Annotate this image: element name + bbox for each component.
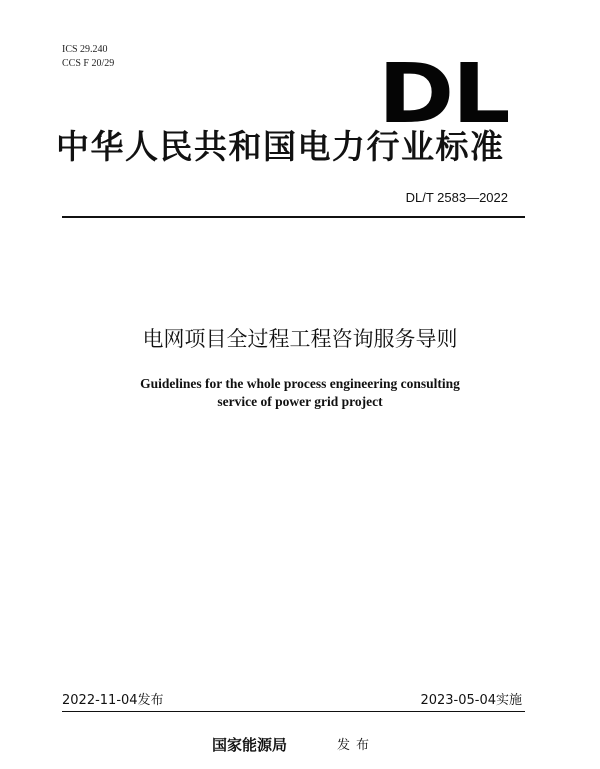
english-title-line-2: service of power grid project — [217, 394, 383, 409]
org-standard-title: 中华人民共和国电力行业标准 — [56, 127, 505, 166]
publish-label: 发布 — [337, 738, 376, 753]
english-title-line-1: Guidelines for the whole process engineering consulting — [140, 376, 460, 391]
ccs-code: CCS F 20/29 — [62, 58, 115, 69]
english-title — [0, 375, 600, 411]
footer-divider — [62, 711, 525, 712]
standard-number: DL/T 2583—2022 — [405, 190, 508, 205]
issue-date: 2022-11-04发布 — [62, 693, 164, 708]
header-divider — [62, 216, 525, 218]
publisher-name: 国家能源局 — [212, 736, 288, 754]
implementation-date: 2023-05-04实施 — [420, 693, 522, 708]
classification-codes — [62, 43, 114, 71]
dl-logo: DL — [378, 47, 509, 142]
chinese-title: 电网项目全过程工程咨询服务导则 — [142, 327, 458, 351]
ics-code: ICS 29.240 — [62, 44, 108, 55]
